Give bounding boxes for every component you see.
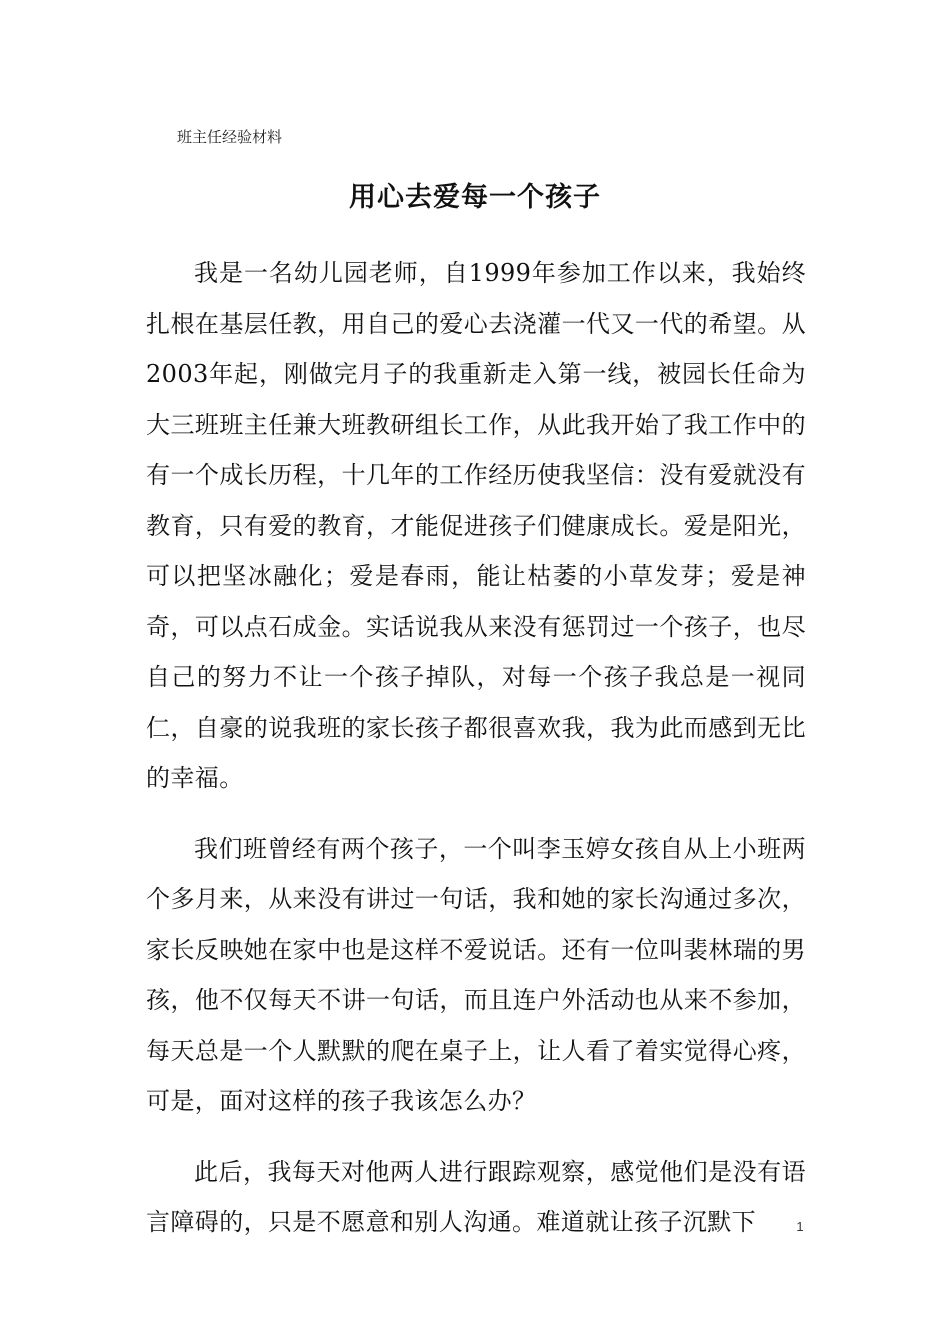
header-note: 班主任经验材料: [177, 128, 283, 146]
document-title: 用心去爱每一个孩子: [349, 182, 601, 213]
paragraph-2: 我们班曾经有两个孩子，一个叫李玉婷女孩自从上小班两个多月来，从来没有讲过一句话，我和她的家长沟通过多次，家长反映她在家中也是这样不爱说话。还有一位叫裴林瑞的男孩，他不仅每天不讲一句话，而且连户外活动也从来不参加，每天总是一个人默默的爬在桌子上，让人看了着实觉得心疼，可是，面对这样的孩子我该怎么办？: [146, 834, 806, 1115]
document-body: [146, 248, 806, 1248]
page-number: 1: [796, 1219, 804, 1234]
paragraph-3: 此后，我每天对他两人进行跟踪观察，感觉他们是没有语言障碍的，只是不愿意和别人沟通。难道就让孩子沉默下: [146, 1157, 806, 1236]
paragraph-1: 我是一名幼儿园老师，自1999年参加工作以来，我始终扎根在基层任教，用自己的爱心去浇灌一代又一代的希望。从2003年起，刚做完月子的我重新走入第一线，被园长任命为大三班班主任兼大班教研组长工作，从此我开始了我工作中的有一个成长历程，十几年的工作经历使我坚信：没有爱就没有教育，只有爱的教育，才能促进孩子们健康成长。爱是阳光，可以把坚冰融化；爱是春雨，能让枯萎的小草发芽；爱是神奇，可以点石成金。实话说我从来没有惩罚过一个孩子，也尽自己的努力不让一个孩子掉队，对每一个孩子我总是一视同仁，自豪的说我班的家长孩子都很喜欢我，我为此而感到无比的幸福。: [146, 259, 806, 792]
